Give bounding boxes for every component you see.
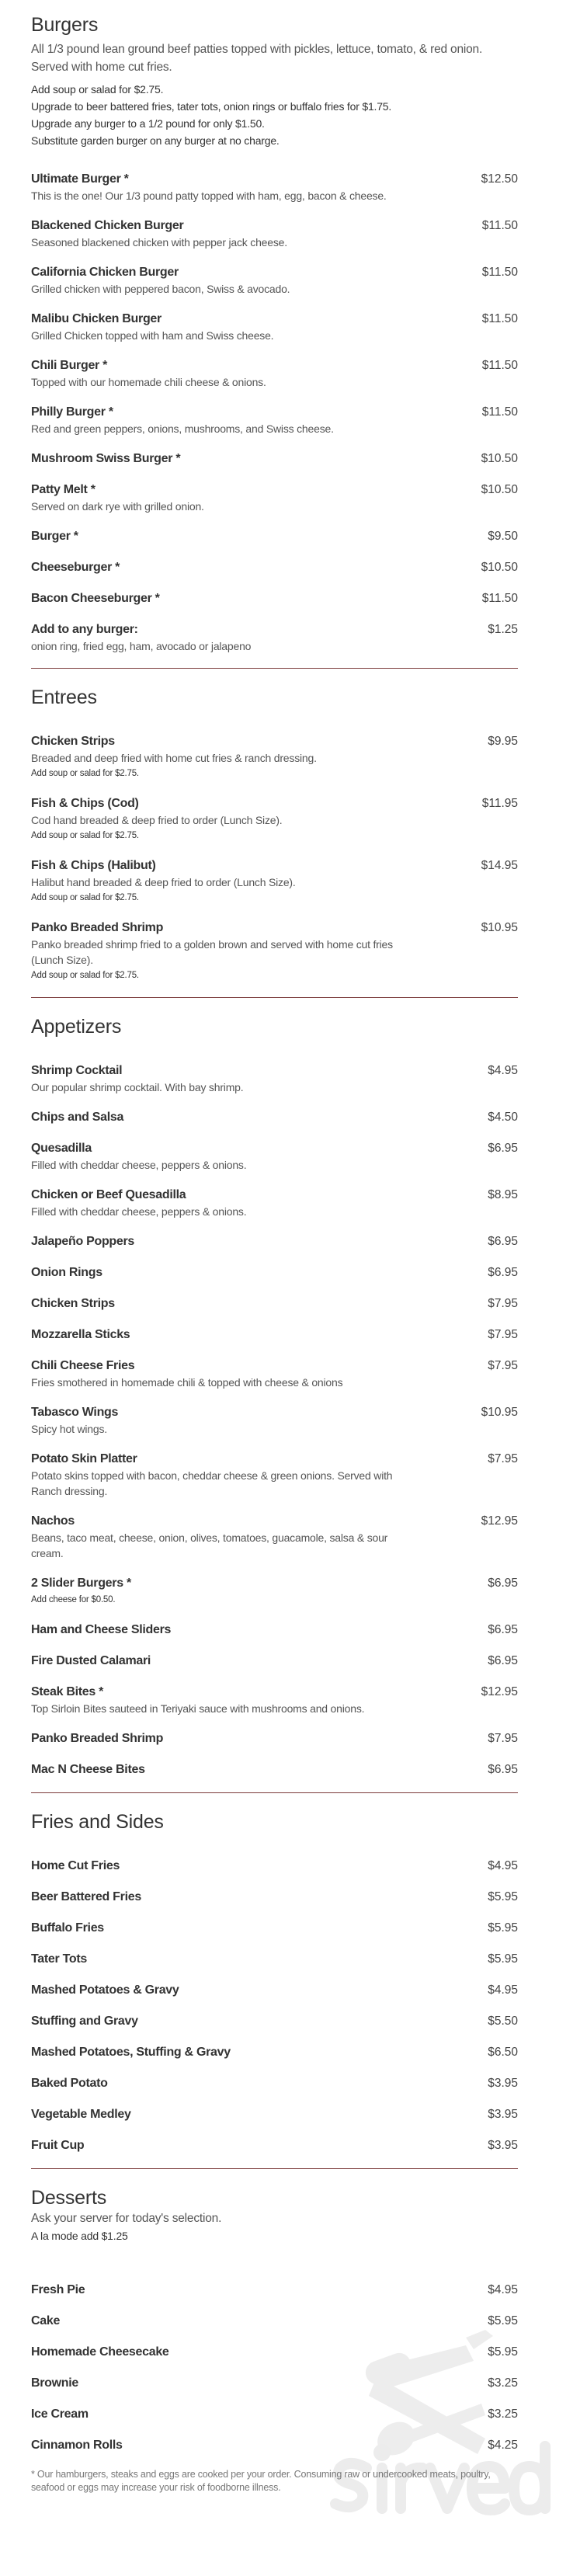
menu-item xyxy=(31,1920,518,1937)
menu-item-price: $11.50 xyxy=(481,266,518,279)
menu-item-price: $6.95 xyxy=(488,1235,518,1248)
menu-item-description: onion ring, fried egg, ham, avocado or jalapeno xyxy=(31,640,252,652)
menu-item-price: $10.50 xyxy=(481,452,518,465)
menu-item xyxy=(31,217,518,250)
menu-item-name: Chips and Salsa xyxy=(31,1111,124,1124)
menu-item-price: $9.50 xyxy=(488,530,518,543)
menu-item xyxy=(31,590,518,607)
menu-item xyxy=(31,920,518,983)
menu-item-price: $11.50 xyxy=(481,219,518,232)
menu-item xyxy=(31,1109,518,1126)
menu-item-name: Ice Cream xyxy=(31,2407,89,2421)
menu-item xyxy=(31,1761,518,1778)
menu-item-description: Grilled chicken with peppered bacon, Swiss & avocado. xyxy=(31,283,290,295)
menu-item-note: Add soup or salad for $2.75. xyxy=(31,971,139,980)
menu-item xyxy=(31,733,518,781)
menu-item-price: $4.95 xyxy=(488,1859,518,1872)
menu-item-description: Spicy hot wings. xyxy=(31,1423,107,1435)
menu-item xyxy=(31,1187,518,1219)
menu-item-name: Stuffing and Gravy xyxy=(31,2015,138,2028)
menu-item xyxy=(31,1140,518,1173)
menu-item xyxy=(31,2282,518,2299)
menu-item-name: Fruit Cup xyxy=(31,2139,85,2152)
menu-item-name: Ultimate Burger * xyxy=(31,172,129,186)
menu-item-name: Fresh Pie xyxy=(31,2283,85,2296)
menu-item xyxy=(31,528,518,545)
menu-item xyxy=(31,2313,518,2330)
menu-item-name: Jalapeño Poppers xyxy=(31,1235,135,1248)
menu-item-price: $11.50 xyxy=(481,592,518,605)
menu-item-name: Steak Bites * xyxy=(31,1685,104,1698)
menu-item-note: Add soup or salad for $2.75. xyxy=(31,769,139,778)
menu-item-name: Tater Tots xyxy=(31,1952,87,1966)
menu-item-price: $12.95 xyxy=(481,1514,518,1528)
menu-item-name: Cake xyxy=(31,2314,61,2327)
menu-item xyxy=(31,1233,518,1250)
menu-item-price: $4.95 xyxy=(488,2283,518,2296)
menu-item-name: Ham and Cheese Sliders xyxy=(31,1623,172,1636)
section-title: Entrees xyxy=(31,687,97,708)
menu-section-entrees xyxy=(31,686,518,998)
menu-section-desserts xyxy=(31,2186,518,2454)
menu-item-price: $1.25 xyxy=(488,623,518,636)
section-divider xyxy=(31,2168,518,2169)
menu-item-description: Topped with our homemade chili cheese & onions. xyxy=(31,376,266,388)
menu-item-name: Brownie xyxy=(31,2376,79,2390)
menu-item-price: $5.50 xyxy=(488,2015,518,2028)
menu-item-price: $4.50 xyxy=(488,1111,518,1124)
menu-item-name: Bacon Cheeseburger * xyxy=(31,592,160,605)
menu-item-note: Add cheese for $0.50. xyxy=(31,1595,116,1604)
section-title: Burgers xyxy=(31,14,99,36)
menu-item-price: $4.95 xyxy=(488,1064,518,1077)
menu-item-description: Breaded and deep fried with home cut fries & ranch dressing. xyxy=(31,752,317,764)
menu-item-description: Top Sirloin Bites sauteed in Teriyaki sauce with mushrooms and onions. xyxy=(31,1702,365,1715)
menu-item-name: Vegetable Medley xyxy=(31,2108,131,2121)
menu-section-burgers xyxy=(31,13,518,669)
menu-item-name: Philly Burger * xyxy=(31,405,113,419)
menu-item xyxy=(31,1622,518,1639)
menu-item xyxy=(31,311,518,343)
menu-item-name: Add to any burger: xyxy=(31,623,138,636)
menu-item-price: $10.50 xyxy=(481,483,518,496)
section-notes xyxy=(31,81,518,149)
menu-item xyxy=(31,481,518,514)
menu-item-description: Cod hand breaded & deep fried to order (Lunch Size). xyxy=(31,814,283,826)
menu-item-name: Potato Skin Platter xyxy=(31,1452,137,1465)
menu-item xyxy=(31,1982,518,1999)
section-title: Desserts xyxy=(31,2187,107,2209)
menu-item-price: $12.50 xyxy=(481,172,518,186)
menu-item-price: $10.95 xyxy=(481,1406,518,1419)
menu-item xyxy=(31,2406,518,2423)
menu-item xyxy=(31,1264,518,1281)
menu-item xyxy=(31,1889,518,1906)
menu-item-price: $5.95 xyxy=(488,2345,518,2359)
section-title: Appetizers xyxy=(31,1016,122,1038)
menu-item-price: $3.25 xyxy=(488,2376,518,2390)
menu-item xyxy=(31,450,518,468)
menu-item xyxy=(31,404,518,436)
menu-item xyxy=(31,1295,518,1312)
menu-item-name: Beer Battered Fries xyxy=(31,1890,141,1903)
menu-item-name: Chicken Strips xyxy=(31,735,115,748)
section-note: A la mode add $1.25 xyxy=(31,2230,128,2242)
menu-item-name: Baked Potato xyxy=(31,2077,108,2090)
menu-item xyxy=(31,1858,518,1875)
menu-item-description: Grilled Chicken topped with ham and Swiss cheese. xyxy=(31,329,274,342)
menu-item-price: $6.50 xyxy=(488,2046,518,2059)
section-divider xyxy=(31,668,518,669)
menu-item-price: $11.50 xyxy=(481,359,518,372)
menu-item-note: Add soup or salad for $2.75. xyxy=(31,893,139,902)
menu-item xyxy=(31,2013,518,2030)
menu-item-name: Fish & Chips (Cod) xyxy=(31,797,139,810)
menu-item-price: $6.95 xyxy=(488,1577,518,1590)
menu-item xyxy=(31,621,518,654)
section-divider xyxy=(31,997,518,998)
menu-item xyxy=(31,1684,518,1716)
menu-item-name: Blackened Chicken Burger xyxy=(31,219,184,232)
menu-item-price: $9.95 xyxy=(488,735,518,748)
menu-item xyxy=(31,1062,518,1095)
menu-item-name: Malibu Chicken Burger xyxy=(31,312,162,325)
menu-item-list xyxy=(31,1858,518,2154)
menu-item xyxy=(31,171,518,203)
menu-item-price: $7.95 xyxy=(488,1359,518,1372)
menu-item-name: 2 Slider Burgers * xyxy=(31,1577,131,1590)
section-note: Add soup or salad for $2.75. xyxy=(31,83,164,96)
menu-item-note: Add soup or salad for $2.75. xyxy=(31,831,139,840)
menu-item-price: $7.95 xyxy=(488,1452,518,1465)
menu-item-name: Quesadilla xyxy=(31,1142,92,1155)
menu-section-fries-and-sides xyxy=(31,1810,518,2169)
menu-item-name: Onion Rings xyxy=(31,1266,102,1279)
menu-item-description: Panko breaded shrimp fried to a golden brown and served with home cut fries (Lunch Size). xyxy=(31,938,393,966)
menu-item-price: $5.95 xyxy=(488,2314,518,2327)
menu-item-description: Seasoned blackened chicken with pepper jack cheese. xyxy=(31,236,287,249)
menu-item-name: Chicken Strips xyxy=(31,1297,115,1310)
menu-item-description: Filled with cheddar cheese, peppers & onions. xyxy=(31,1205,247,1218)
section-note: Upgrade to beer battered fries, tater tots, onion rings or buffalo fries for $1.75. xyxy=(31,100,392,113)
menu-item-name: Buffalo Fries xyxy=(31,1921,104,1935)
menu-item-description: Halibut hand breaded & deep fried to order (Lunch Size). xyxy=(31,876,296,888)
menu-item-description: Beans, taco meat, cheese, onion, olives, tomatoes, guacamole, salsa & sour cream. xyxy=(31,1531,388,1559)
section-note: Substitute garden burger on any burger at no charge. xyxy=(31,134,280,147)
menu-item xyxy=(31,1404,518,1437)
menu-item-price: $12.95 xyxy=(481,1685,518,1698)
menu-item xyxy=(31,559,518,576)
menu-item-name: Patty Melt * xyxy=(31,483,96,496)
menu-item-price: $6.95 xyxy=(488,1654,518,1667)
menu-item-price: $10.50 xyxy=(481,561,518,574)
menu-item-name: Shrimp Cocktail xyxy=(31,1064,123,1077)
menu-item-description: Our popular shrimp cocktail. With bay shrimp. xyxy=(31,1081,244,1093)
section-notes xyxy=(31,2227,518,2244)
menu-item-price: $6.95 xyxy=(488,1763,518,1776)
menu-item xyxy=(31,1451,518,1499)
menu-item xyxy=(31,857,518,906)
section-intro: All 1/3 pound lean ground beef patties topped with pickles, lettuce, tomato, & red onion. Served with home cut fries. xyxy=(31,43,483,74)
menu-item-price: $3.95 xyxy=(488,2108,518,2121)
menu-item xyxy=(31,1326,518,1344)
menu-item xyxy=(31,1653,518,1670)
menu-item xyxy=(31,2075,518,2092)
menu-item-price: $3.25 xyxy=(488,2407,518,2421)
menu-item-list xyxy=(31,171,518,654)
menu-item-description: Potato skins topped with bacon, cheddar cheese & green onions. Served with Ranch dressing. xyxy=(31,1469,393,1497)
menu-item-name: Chili Burger * xyxy=(31,359,108,372)
menu-item-price: $5.95 xyxy=(488,1952,518,1966)
menu-item xyxy=(31,2106,518,2123)
menu-item-name: Tabasco Wings xyxy=(31,1406,119,1419)
menu-item-price: $6.95 xyxy=(488,1623,518,1636)
menu-item xyxy=(31,2344,518,2361)
menu-item-price: $5.95 xyxy=(488,1890,518,1903)
menu-item-name: Fish & Chips (Halibut) xyxy=(31,859,156,872)
menu-item-description: This is the one! Our 1/3 pound patty topped with ham, egg, bacon & cheese. xyxy=(31,189,387,202)
menu-item xyxy=(31,1575,518,1608)
menu-item-description: Served on dark rye with grilled onion. xyxy=(31,500,204,513)
menu-item-price: $7.95 xyxy=(488,1732,518,1745)
menu-item-name: Mushroom Swiss Burger * xyxy=(31,452,181,465)
menu-item-list xyxy=(31,2282,518,2454)
menu-item-name: Chicken or Beef Quesadilla xyxy=(31,1188,186,1201)
menu-item-description: Red and green peppers, onions, mushrooms, and Swiss cheese. xyxy=(31,422,334,435)
menu-item-price: $4.95 xyxy=(488,1983,518,1997)
footer-disclaimer: * Our hamburgers, steaks and eggs are cooked per your order. Consuming raw or undercooked meats, poultry, seafood or eggs may increase your risk of foodborne illness. xyxy=(31,2469,491,2493)
menu-item xyxy=(31,1358,518,1390)
menu-sections xyxy=(31,13,518,2454)
menu-item-price: $14.95 xyxy=(481,859,518,872)
menu-item xyxy=(31,2044,518,2061)
menu-item-name: Home Cut Fries xyxy=(31,1859,120,1872)
menu-item xyxy=(31,1730,518,1747)
menu-item-price: $11.50 xyxy=(481,312,518,325)
menu-item-price: $6.95 xyxy=(488,1142,518,1155)
menu-item-name: Panko Breaded Shrimp xyxy=(31,1732,164,1745)
menu-item xyxy=(31,264,518,297)
menu-item-price: $4.25 xyxy=(488,2439,518,2452)
menu-item-price: $5.95 xyxy=(488,1921,518,1935)
menu-item-name: Burger * xyxy=(31,530,78,543)
menu-item-name: California Chicken Burger xyxy=(31,266,179,279)
menu-section-appetizers xyxy=(31,1015,518,1793)
section-note: Upgrade any burger to a 1/2 pound for only $1.50. xyxy=(31,117,265,130)
section-title: Fries and Sides xyxy=(31,1811,164,1833)
menu-item xyxy=(31,2375,518,2392)
menu-item xyxy=(31,2137,518,2154)
menu-item-price: $7.95 xyxy=(488,1297,518,1310)
menu-item xyxy=(31,795,518,843)
menu-item-price: $11.50 xyxy=(481,405,518,419)
menu-item xyxy=(31,1513,518,1561)
menu-item-name: Panko Breaded Shrimp xyxy=(31,921,164,934)
section-intro: Ask your server for today's selection. xyxy=(31,2212,222,2225)
menu-item-list xyxy=(31,1062,518,1778)
menu-item-name: Mashed Potatoes & Gravy xyxy=(31,1983,179,1997)
menu-item-price: $6.95 xyxy=(488,1266,518,1279)
menu-item-description: Filled with cheddar cheese, peppers & onions. xyxy=(31,1159,247,1171)
menu-item xyxy=(31,357,518,390)
menu-item-name: Nachos xyxy=(31,1514,75,1528)
menu-item xyxy=(31,2437,518,2454)
section-divider xyxy=(31,1792,518,1793)
menu-item-price: $11.95 xyxy=(481,797,518,810)
menu-item-price: $3.95 xyxy=(488,2139,518,2152)
menu-item-name: Fire Dusted Calamari xyxy=(31,1654,151,1667)
menu-item-name: Homemade Cheesecake xyxy=(31,2345,169,2359)
menu-item-price: $8.95 xyxy=(488,1188,518,1201)
menu-item-name: Chili Cheese Fries xyxy=(31,1359,135,1372)
menu-item-name: Cinnamon Rolls xyxy=(31,2439,123,2452)
menu-item-name: Mac N Cheese Bites xyxy=(31,1763,145,1776)
menu-item-name: Mashed Potatoes, Stuffing & Gravy xyxy=(31,2046,231,2059)
menu-item-description: Fries smothered in homemade chili & topped with cheese & onions xyxy=(31,1376,343,1389)
menu-item-price: $3.95 xyxy=(488,2077,518,2090)
menu-item-name: Mozzarella Sticks xyxy=(31,1328,130,1341)
menu-item-list xyxy=(31,733,518,983)
menu-item xyxy=(31,1951,518,1968)
menu-item-price: $7.95 xyxy=(488,1328,518,1341)
menu-item-price: $10.95 xyxy=(481,921,518,934)
menu-item-name: Cheeseburger * xyxy=(31,561,120,574)
